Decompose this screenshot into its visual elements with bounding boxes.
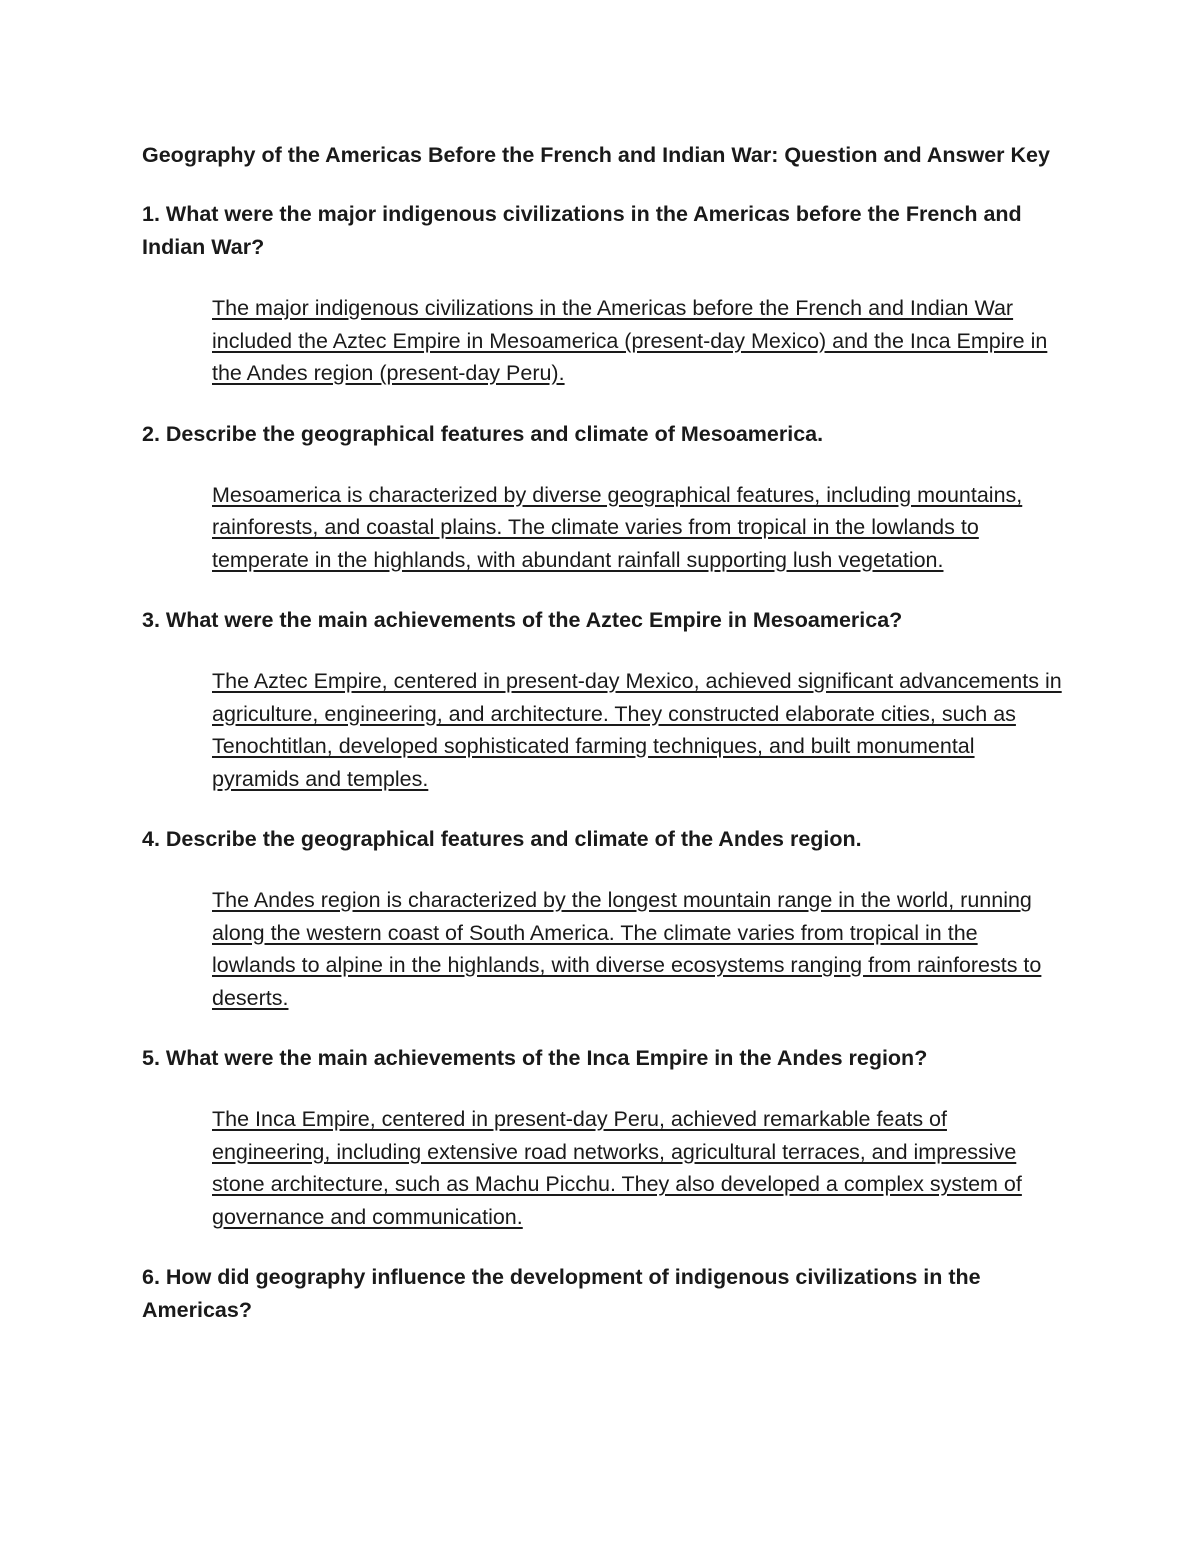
answer-5: The Inca Empire, centered in present-day Peru, achieved remarkable feats of engineering, including extensive road networks, agricultural terraces, and impressive stone architecture, such as Machu Picchu. They also developed a complex system of governance and communication. xyxy=(212,1107,1022,1229)
qa-item-4 xyxy=(142,823,1062,1014)
answer-1: The major indigenous civilizations in the Americas before the French and Indian War included the Aztec Empire in Mesoamerica (present-day Mexico) and the Inca Empire in the Andes region (present-day Peru). xyxy=(212,296,1048,385)
qa-item-1 xyxy=(142,198,1062,390)
question-6: 6. How did geography influence the development of indigenous civilizations in the Americas? xyxy=(142,1265,981,1322)
answer-3: The Aztec Empire, centered in present-day Mexico, achieved significant advancements in agriculture, engineering, and architecture. They constructed elaborate cities, such as Tenochtitlan, developed sophisticated farming techniques, and built monumental pyramids and temples. xyxy=(212,669,1062,791)
question-4: 4. Describe the geographical features and climate of the Andes region. xyxy=(142,827,862,851)
question-5: 5. What were the main achievements of the Inca Empire in the Andes region? xyxy=(142,1046,928,1070)
question-3: 3. What were the main achievements of the Aztec Empire in Mesoamerica? xyxy=(142,608,903,632)
qa-item-2 xyxy=(142,418,1062,577)
answer-2: Mesoamerica is characterized by diverse geographical features, including mountains, rainforests, and coastal plains. The climate varies from tropical in the lowlands to temperate in the highlands, with abundant rainfall supporting lush vegetation. xyxy=(212,482,1023,572)
document-page xyxy=(142,139,1062,1327)
answer-4: The Andes region is characterized by the longest mountain range in the world, running along the western coast of South America. The climate varies from tropical in the lowlands to alpine in the highlands, with diverse ecosystems ranging from rainforests to deserts. xyxy=(212,888,1042,1010)
qa-item-3 xyxy=(142,604,1062,795)
question-2: 2. Describe the geographical features and climate of Mesoamerica. xyxy=(142,421,824,446)
qa-item-5 xyxy=(142,1042,1062,1233)
question-1: 1. What were the major indigenous civilizations in the Americas before the French and Indian War? xyxy=(142,202,1022,259)
qa-item-6 xyxy=(142,1261,1062,1327)
document-title: Geography of the Americas Before the French and Indian War: Question and Answer Key xyxy=(142,143,1050,167)
